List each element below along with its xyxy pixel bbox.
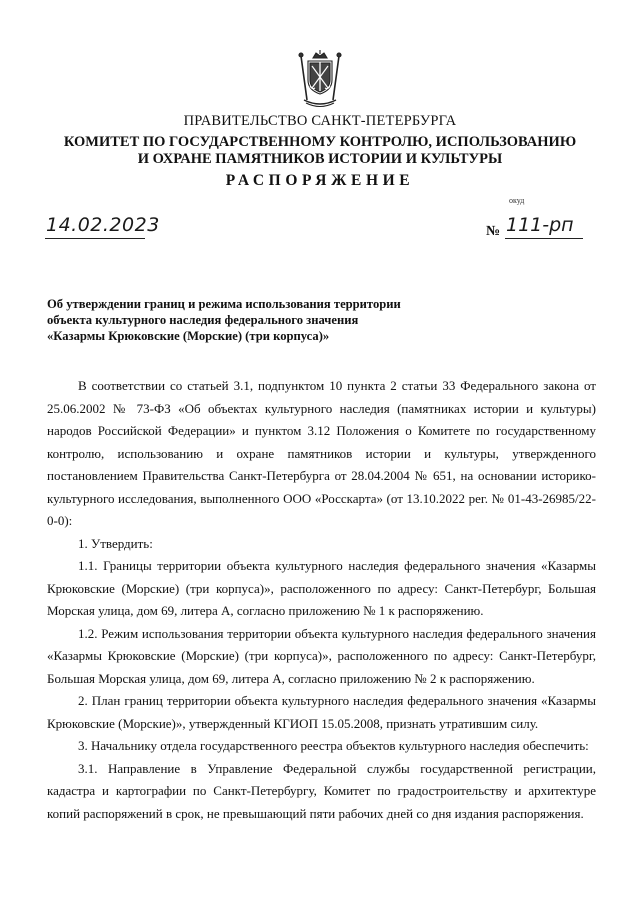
subject-line2: объекта культурного наследия федерального значения xyxy=(47,313,359,327)
document-date: 14.02.2023 xyxy=(46,214,160,236)
okud-label: окуд xyxy=(509,196,525,205)
coat-of-arms-icon xyxy=(296,50,344,108)
committee-name-line2: И ОХРАНЕ ПАМЯТНИКОВ ИСТОРИИ И КУЛЬТУРЫ xyxy=(137,151,503,167)
committee-name xyxy=(0,134,640,168)
clause-3: 3. Начальнику отдела государственного реестра объектов культурного наследия обеспечить: xyxy=(78,738,589,753)
preamble-paragraph: В соответствии со статьей 3.1, подпунктом 10 пункта 2 статьи 33 Федерального закона от 25.06.2002 № 73-ФЗ «Об объектах культурного наследия (памятниках истории и культуры) народов Российской Федерации» и пунктом 3.12 Положения о Комитете по государственному контролю, использованию и охране памятников истории и культуры, утвержденного постановлением Правительства Санкт-Петербурга от 28.04.2004 № 651, на основании историко-культурного исследования, выполненного ООО «Росскарта» (от 13.10.2022 рег. № 01-43-26985/22-0-0): xyxy=(47,378,596,528)
document-body xyxy=(47,375,596,825)
number-underline xyxy=(505,238,583,239)
clause-1-2: 1.2. Режим использования территории объекта культурного наследия федерального значения «Казармы Крюковские (Морские) (три корпуса)», расположенного по адресу: Санкт-Петербург, Большая Морская улица, дом 69, литера А, согласно приложению № 2 к распоряжению. xyxy=(47,625,596,686)
clause-1: 1. Утвердить: xyxy=(78,535,153,551)
date-underline xyxy=(45,238,145,239)
document-number: 111-рп xyxy=(506,214,574,236)
clause-2: 2. План границ территории объекта культурного наследия федерального значения «Казармы Крюковские (Морские)», утвержденный КГИОП 15.05.2008, признать утратившим силу. xyxy=(47,693,596,731)
number-label: № xyxy=(486,224,501,239)
government-name: ПРАВИТЕЛЬСТВО САНКТ-ПЕТЕРБУРГА xyxy=(183,113,457,129)
subject-line3: «Казармы Крюковские (Морские) (три корпуса)» xyxy=(47,329,330,343)
committee-name-line1: КОМИТЕТ ПО ГОСУДАРСТВЕННОМУ КОНТРОЛЮ, ИСПОЛЬЗОВАНИЮ xyxy=(63,134,577,150)
document-type-title: РАСПОРЯЖЕНИЕ xyxy=(225,172,415,189)
clause-3-1: 3.1. Направление в Управление Федеральной службы государственной регистрации, кадастра и картографии по Санкт-Петербургу, Комитет по градостроительству и архитектуре копий распоряжений в срок, не превышающий пяти рабочих дней со дня издания распоряжения. xyxy=(47,760,596,821)
subject-line1: Об утверждении границ и режима использования территории xyxy=(47,297,401,311)
clause-1-1: 1.1. Границы территории объекта культурного наследия федерального значения «Казармы Крюковские (Морские) (три корпуса)», расположенного по адресу: Санкт-Петербург, Большая Морская улица, дом 69, литера А, согласно приложению № 1 к распоряжению. xyxy=(47,558,596,618)
document-subject xyxy=(47,296,467,344)
